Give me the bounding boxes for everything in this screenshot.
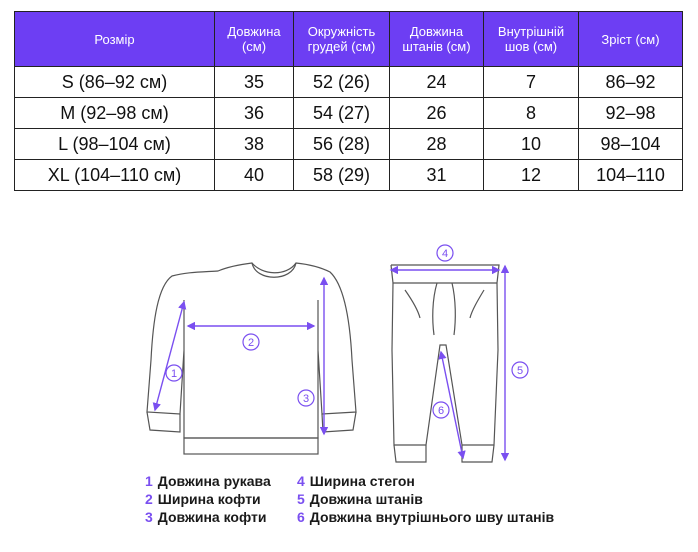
marker-1: 1	[170, 368, 178, 380]
legend-item	[297, 472, 554, 490]
table-cell: M (92–98 см)	[15, 98, 215, 129]
measure-lines	[155, 266, 505, 460]
table-cell: 38	[215, 129, 294, 160]
table-cell: 86–92	[579, 67, 683, 98]
table-cell: 31	[390, 160, 484, 191]
legend-item	[145, 508, 271, 526]
marker-6: 6	[437, 405, 445, 417]
legend-num: 3	[145, 509, 153, 525]
table-cell: 104–110	[579, 160, 683, 191]
table-cell: 36	[215, 98, 294, 129]
table-cell: 40	[215, 160, 294, 191]
legend-item	[145, 490, 271, 508]
legend-text: Довжина кофти	[157, 509, 267, 525]
legend-item	[297, 508, 554, 526]
table-cell: 54 (27)	[294, 98, 390, 129]
legend-column-left	[145, 472, 271, 526]
table-cell: 58 (29)	[294, 160, 390, 191]
table-cell: L (98–104 см)	[15, 129, 215, 160]
legend-text: Ширина кофти	[157, 491, 261, 507]
legend-text: Довжина штанів	[309, 491, 423, 507]
table-cell: 8	[484, 98, 579, 129]
legend-num: 5	[297, 491, 305, 507]
table-cell: S (86–92 см)	[15, 67, 215, 98]
header-height: Зріст (см)	[579, 12, 683, 67]
legend-item	[297, 490, 554, 508]
marker-2: 2	[247, 337, 255, 349]
header-chest: Окружність грудей (см)	[294, 12, 390, 67]
table-cell: 26	[390, 98, 484, 129]
table-cell: 52 (26)	[294, 67, 390, 98]
table-cell: 56 (28)	[294, 129, 390, 160]
marker-4: 4	[441, 248, 449, 260]
table-cell: 10	[484, 129, 579, 160]
header-length: Довжина (см)	[215, 12, 294, 67]
marker-3: 3	[302, 393, 310, 405]
legend-text: Ширина стегон	[309, 473, 415, 489]
legend-text: Довжина рукава	[157, 473, 271, 489]
table-cell: XL (104–110 см)	[15, 160, 215, 191]
measure-line-sleeve	[155, 302, 184, 410]
table-cell: 98–104	[579, 129, 683, 160]
table-cell: 24	[390, 67, 484, 98]
measure-markers	[166, 245, 528, 418]
legend-num: 4	[297, 473, 305, 489]
table-cell: 92–98	[579, 98, 683, 129]
table-cell: 28	[390, 129, 484, 160]
legend-column-right	[297, 472, 554, 526]
table-cell: 7	[484, 67, 579, 98]
legend-num: 6	[297, 509, 305, 525]
header-size: Розмір	[15, 12, 215, 67]
marker-5: 5	[516, 365, 524, 377]
table-cell: 12	[484, 160, 579, 191]
table-cell: 35	[215, 67, 294, 98]
legend-num: 1	[145, 473, 153, 489]
pants-illustration	[391, 265, 499, 462]
legend-text: Довжина внутрішнього шву штанів	[309, 509, 555, 525]
legend-num: 2	[145, 491, 153, 507]
legend-item	[145, 472, 271, 490]
header-inseam: Внутрішній шов (см)	[484, 12, 579, 67]
header-pants-length: Довжина штанів (см)	[390, 12, 484, 67]
